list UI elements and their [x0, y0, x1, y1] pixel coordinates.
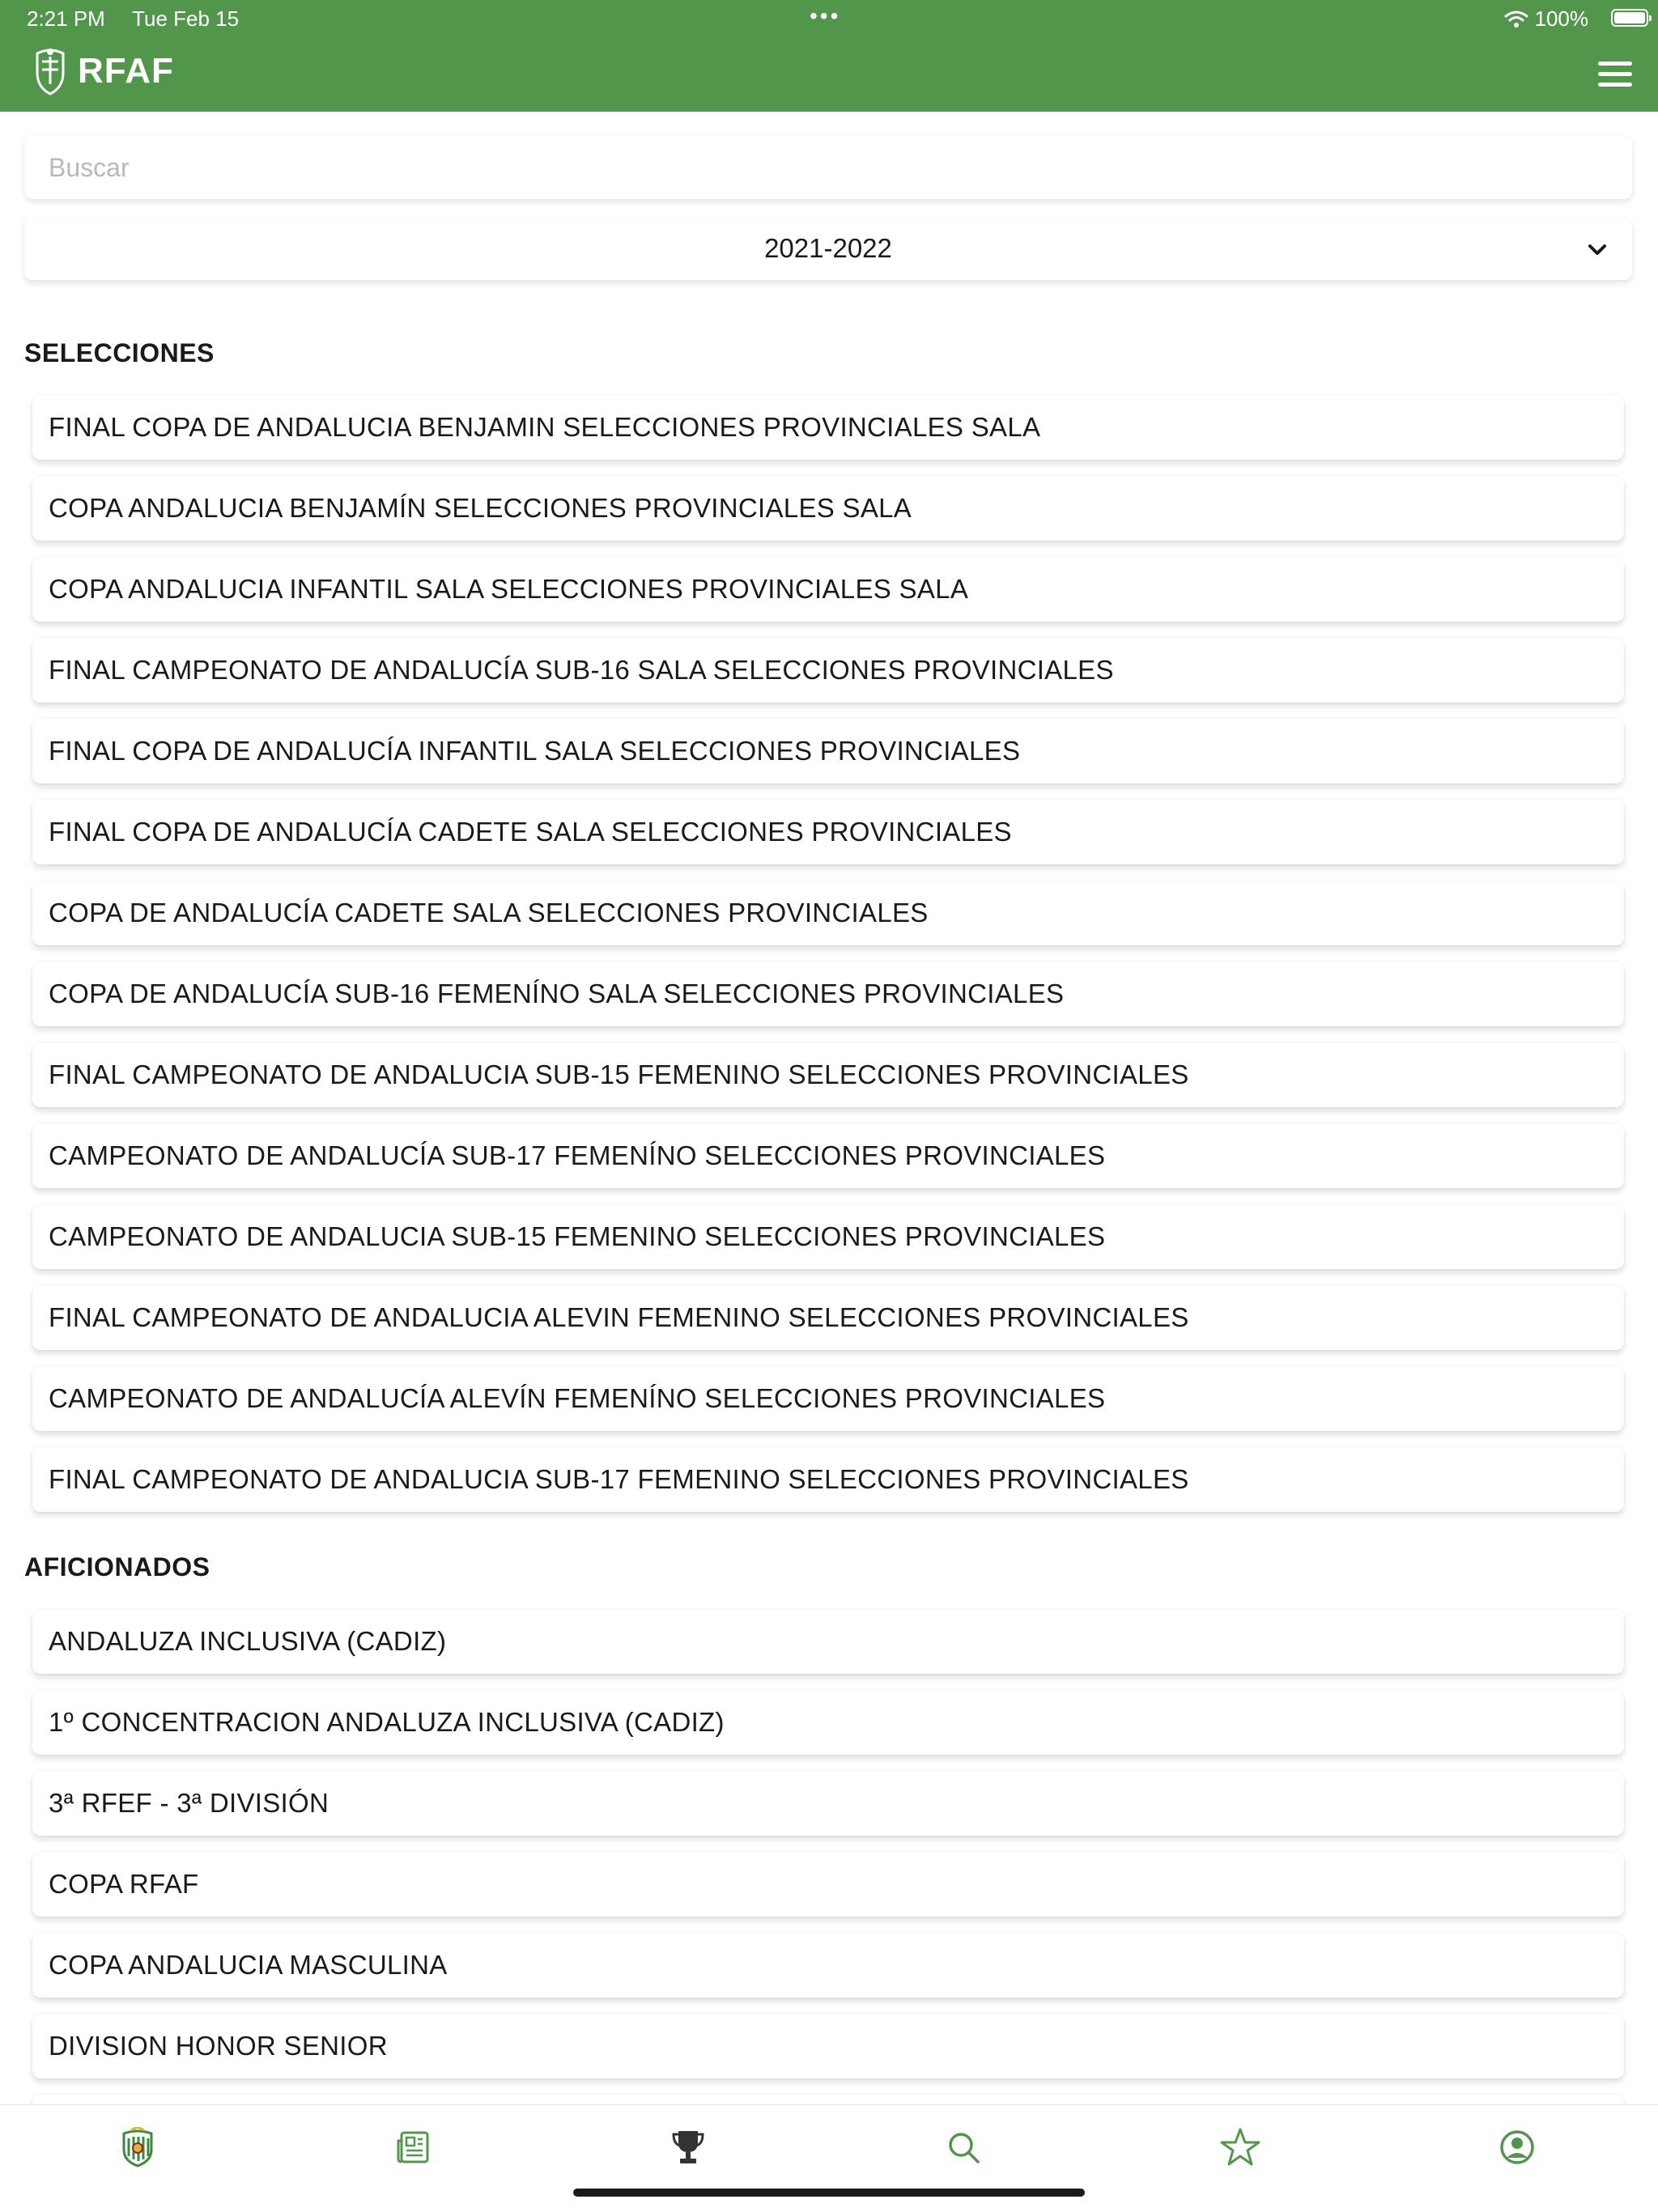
- status-time: 2:21 PM: [27, 6, 105, 31]
- search-input[interactable]: [24, 136, 1632, 199]
- tab-news[interactable]: [389, 2123, 437, 2172]
- search-box: [24, 136, 1632, 199]
- section-title-aficionados: AFICIONADOS: [24, 1552, 210, 1582]
- list-item[interactable]: COPA RFAF: [32, 1852, 1624, 1917]
- wifi-icon: [1504, 11, 1528, 28]
- list-item[interactable]: ANDALUZA INCLUSIVA (CADIZ): [32, 1609, 1624, 1674]
- multitasking-dots[interactable]: •••: [810, 3, 841, 28]
- menu-icon-bar: [1598, 72, 1632, 76]
- list-item[interactable]: COPA ANDALUCIA BENJAMÍN SELECCIONES PROVINCIALES SALA: [32, 476, 1624, 541]
- home-indicator[interactable]: [573, 2189, 1085, 2197]
- search-icon: [946, 2129, 981, 2165]
- list-item[interactable]: FINAL COPA DE ANDALUCIA BENJAMIN SELECCIONES PROVINCIALES SALA: [32, 395, 1624, 460]
- list-item[interactable]: FINAL CAMPEONATO DE ANDALUCIA SUB-17 FEMENINO SELECCIONES PROVINCIALES: [32, 1447, 1624, 1512]
- menu-icon-bar: [1598, 83, 1632, 87]
- list-item[interactable]: FINAL CAMPEONATO DE ANDALUCÍA SUB-16 SALA SELECCIONES PROVINCIALES: [32, 638, 1624, 703]
- section-title-selecciones: SELECCIONES: [24, 338, 215, 367]
- star-icon: [1219, 2127, 1261, 2167]
- battery-icon: [1611, 9, 1648, 27]
- list-item[interactable]: FINAL COPA DE ANDALUCÍA CADETE SALA SELECCIONES PROVINCIALES: [32, 800, 1624, 864]
- list-item[interactable]: 3ª RFEF - 3ª DIVISIÓN: [32, 1771, 1624, 1836]
- rfaf-logo[interactable]: [29, 45, 174, 97]
- chevron-down-icon: [1585, 238, 1609, 262]
- crest-icon: [119, 2127, 156, 2167]
- trophy-icon: [670, 2128, 706, 2167]
- tab-search[interactable]: [939, 2123, 988, 2172]
- season-value: 2021-2022: [764, 233, 892, 263]
- news-icon: [395, 2129, 431, 2165]
- logo-text: RFAF: [78, 51, 174, 91]
- list-item[interactable]: FINAL COPA DE ANDALUCÍA INFANTIL SALA SELECCIONES PROVINCIALES: [32, 719, 1624, 783]
- crest-logo-icon: [29, 45, 71, 97]
- list-item[interactable]: COPA DE ANDALUCÍA SUB-16 FEMENÍNO SALA SELECCIONES PROVINCIALES: [32, 962, 1624, 1026]
- selecciones-list: [32, 395, 1624, 1528]
- list-item[interactable]: DIVISION HONOR SENIOR: [32, 2014, 1624, 2078]
- menu-icon-bar: [1598, 62, 1632, 66]
- hamburger-menu-button[interactable]: [1598, 62, 1632, 89]
- status-time-date: [27, 6, 239, 32]
- list-item[interactable]: 1º CONCENTRACION ANDALUZA INCLUSIVA (CADIZ): [32, 1690, 1624, 1755]
- list-item[interactable]: CAMPEONATO DE ANDALUCÍA SUB-17 FEMENÍNO SELECCIONES PROVINCIALES: [32, 1123, 1624, 1188]
- list-item[interactable]: FINAL CAMPEONATO DE ANDALUCIA ALEVIN FEMENINO SELECCIONES PROVINCIALES: [32, 1285, 1624, 1350]
- tab-competitions[interactable]: [664, 2123, 712, 2172]
- list-item[interactable]: COPA DE ANDALUCÍA CADETE SALA SELECCIONES PROVINCIALES: [32, 881, 1624, 945]
- list-item[interactable]: CAMPEONATO DE ANDALUCIA SUB-15 FEMENINO SELECCIONES PROVINCIALES: [32, 1204, 1624, 1269]
- list-item[interactable]: COPA ANDALUCIA INFANTIL SALA SELECCIONES PROVINCIALES SALA: [32, 557, 1624, 622]
- battery-percent: 100%: [1534, 6, 1588, 31]
- season-select[interactable]: [24, 217, 1632, 280]
- tab-profile[interactable]: [1493, 2123, 1541, 2172]
- list-item[interactable]: FINAL CAMPEONATO DE ANDALUCIA SUB-15 FEMENINO SELECCIONES PROVINCIALES: [32, 1042, 1624, 1107]
- status-date: Tue Feb 15: [132, 6, 240, 31]
- app-header: [0, 0, 1658, 112]
- list-item[interactable]: COPA ANDALUCIA MASCULINA: [32, 1933, 1624, 1998]
- status-indicators: [1504, 6, 1589, 32]
- aficionados-list: [32, 1609, 1624, 2176]
- profile-icon: [1499, 2129, 1536, 2166]
- list-item[interactable]: CAMPEONATO DE ANDALUCÍA ALEVÍN FEMENÍNO SELECCIONES PROVINCIALES: [32, 1366, 1624, 1431]
- tab-home[interactable]: [113, 2123, 162, 2172]
- tab-favorites[interactable]: [1216, 2123, 1265, 2172]
